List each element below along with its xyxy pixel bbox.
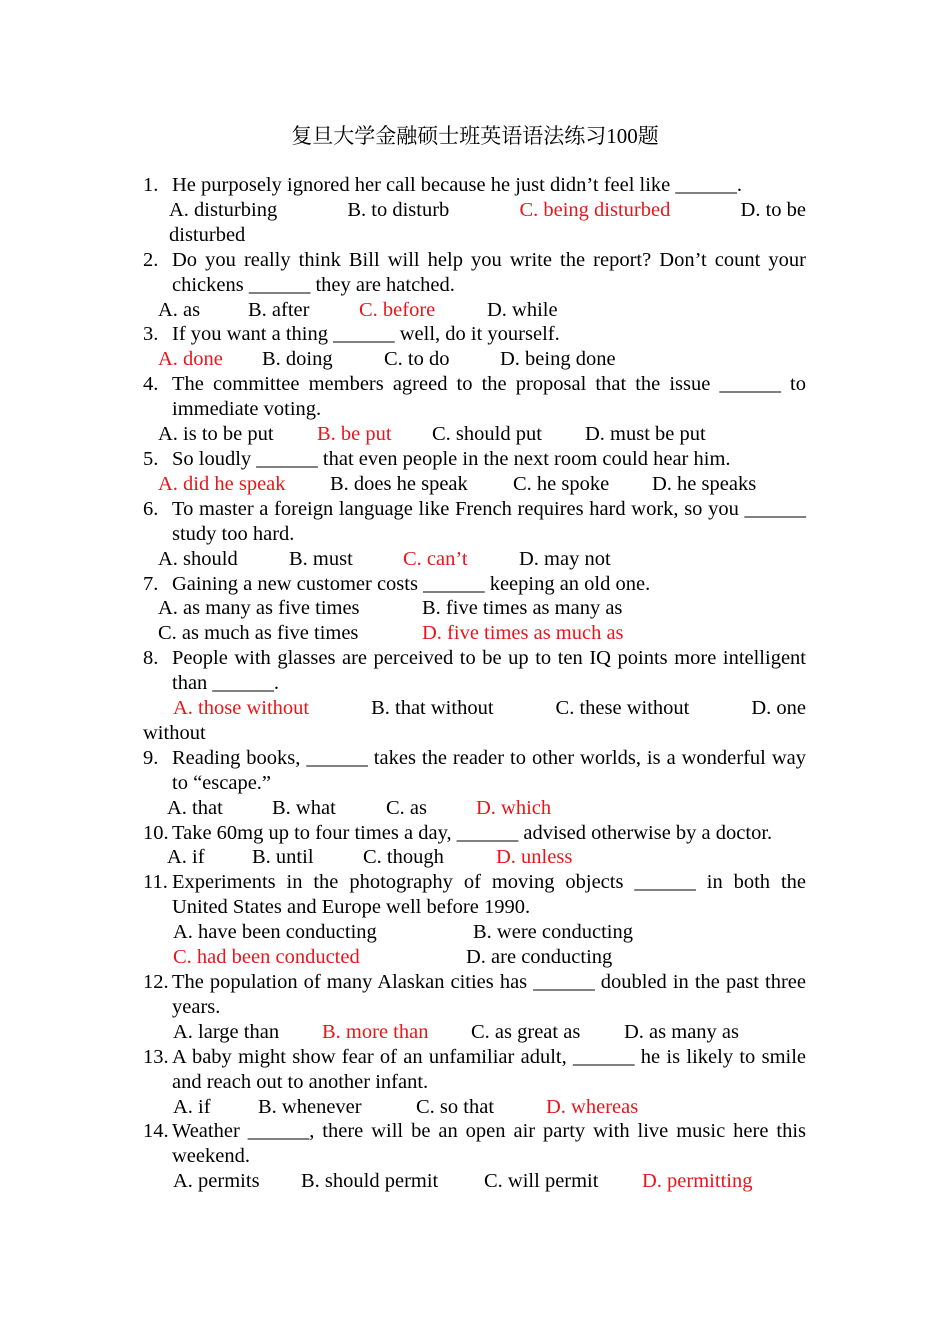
option-a: A. have been conducting [173, 921, 377, 944]
option-d-answer: D. unless [496, 846, 573, 869]
question-number: 5. [143, 447, 159, 470]
option-c: C. so that [416, 1095, 495, 1118]
option-b: B. five times as many as [422, 597, 623, 620]
options-8 [173, 696, 806, 721]
question-2 [143, 248, 806, 298]
question-number: 7. [143, 572, 159, 595]
option-c: C. as much as five times [158, 622, 359, 645]
option-b-answer: B. be put [317, 423, 392, 446]
options-2 [158, 298, 806, 323]
page-title: 复旦大学金融硕士班英语语法练习100题 [291, 124, 659, 148]
option-d: D. may not [519, 547, 611, 570]
options-11-row2 [173, 945, 806, 970]
option-c: C. these without [555, 697, 690, 720]
option-c-answer: C. before [359, 298, 436, 321]
option-d-wrap: without [143, 721, 206, 744]
question-9 [143, 746, 806, 796]
options-11-row1 [173, 920, 806, 945]
option-c: C. to do [384, 348, 450, 371]
option-c: C. will permit [484, 1170, 599, 1193]
question-3 [143, 322, 806, 347]
question-10 [143, 821, 806, 846]
option-c-answer: C. can’t [403, 547, 468, 570]
question-stem: So loudly ______ that even people in the next room could hear him. [172, 447, 731, 470]
option-c: C. as great as [471, 1020, 581, 1043]
options-14 [173, 1169, 806, 1194]
option-d: D. to be [740, 198, 806, 221]
option-b: B. should permit [301, 1170, 439, 1193]
option-c: C. though [363, 846, 444, 869]
option-c: C. as [386, 796, 427, 819]
question-stem: Do you really think Bill will help you write the report? Don’t count your chickens ______ they are hatched. [172, 248, 806, 296]
option-d: D. must be put [585, 423, 706, 446]
option-d: D. being done [500, 348, 616, 371]
question-stem: A baby might show fear of an unfamiliar adult, ______ he is likely to smile and reach out to another infant. [172, 1045, 806, 1093]
question-1 [143, 173, 806, 198]
option-a: A. as many as five times [158, 597, 360, 620]
option-a-answer: A. those without [173, 697, 310, 720]
option-d-answer: D. five times as much as [422, 622, 624, 645]
option-d: D. are conducting [466, 946, 613, 969]
question-stem: Reading books, ______ takes the reader to other worlds, is a wonderful way to “escape.” [172, 746, 806, 794]
option-a: A. that [167, 796, 223, 819]
question-7 [143, 572, 806, 597]
question-number: 6. [143, 497, 159, 520]
option-a: A. disturbing [169, 198, 278, 221]
option-a: A. large than [173, 1020, 280, 1043]
option-b: B. whenever [258, 1095, 362, 1118]
option-a: A. as [158, 298, 201, 321]
question-4 [143, 372, 806, 422]
option-d-answer: D. permitting [642, 1170, 753, 1193]
option-d: D. he speaks [652, 472, 757, 495]
option-a: A. permits [173, 1170, 260, 1193]
option-b: B. does he speak [330, 472, 468, 495]
option-a: A. should [158, 547, 238, 570]
question-stem: Take 60mg up to four times a day, ______ advised otherwise by a doctor. [172, 821, 773, 844]
option-b: B. must [289, 547, 353, 570]
question-number: 8. [143, 647, 159, 670]
question-number: 10. [143, 821, 169, 844]
question-number: 2. [143, 248, 159, 271]
options-12 [173, 1020, 806, 1045]
option-a: A. if [173, 1095, 211, 1118]
options-3 [158, 347, 806, 372]
question-list [143, 173, 806, 1194]
question-12 [143, 970, 806, 1020]
option-c-answer: C. had been conducted [173, 946, 360, 969]
question-5 [143, 447, 806, 472]
question-number: 13. [143, 1045, 169, 1068]
option-a-answer: A. did he speak [158, 472, 286, 495]
question-stem: If you want a thing ______ well, do it yourself. [172, 323, 560, 346]
question-number: 1. [143, 174, 159, 196]
option-d: D. one [751, 697, 806, 720]
option-a-answer: A. done [158, 348, 223, 371]
option-d: D. while [487, 298, 558, 321]
option-d-answer: D. whereas [546, 1095, 639, 1118]
options-4 [158, 422, 806, 447]
question-number: 3. [143, 323, 159, 346]
options-7-row2 [158, 621, 806, 646]
question-8 [143, 646, 806, 696]
options-5 [158, 472, 806, 497]
options-7-row1 [158, 596, 806, 621]
question-11 [143, 870, 806, 920]
options-6 [158, 547, 806, 572]
question-13 [143, 1045, 806, 1095]
option-d-wrap: disturbed [169, 223, 246, 246]
option-b: B. to disturb [347, 198, 450, 221]
option-b: B. doing [262, 348, 333, 371]
question-number: 4. [143, 373, 159, 396]
question-stem: Weather ______, there will be an open air party with live music here this weekend. [172, 1120, 806, 1168]
option-b-answer: B. more than [322, 1020, 429, 1043]
question-number: 12. [143, 971, 169, 993]
option-d-answer: D. which [476, 796, 552, 819]
question-6 [143, 497, 806, 547]
question-stem: He purposely ignored her call because he just didn’t feel like ______. [172, 174, 743, 196]
option-a: A. is to be put [158, 423, 274, 446]
option-b: B. until [252, 846, 314, 869]
question-stem: The committee members agreed to the proposal that the issue ______ to immediate voting. [172, 373, 806, 421]
option-d: D. as many as [624, 1020, 740, 1043]
option-b: B. what [272, 796, 336, 819]
option-b: B. after [248, 298, 310, 321]
option-a: A. if [167, 846, 205, 869]
question-stem: Experiments in the photography of moving objects ______ in both the United States and Europe well before 1990. [172, 871, 806, 919]
options-10 [167, 845, 806, 870]
question-stem: People with glasses are perceived to be up to ten IQ points more intelligent than ______. [172, 647, 806, 695]
option-b: B. that without [371, 697, 494, 720]
question-number: 14. [143, 1120, 169, 1143]
question-number: 11. [143, 871, 168, 894]
option-c-answer: C. being disturbed [519, 198, 671, 221]
question-14 [143, 1119, 806, 1169]
question-stem: Gaining a new customer costs ______ keeping an old one. [172, 572, 651, 595]
options-1 [169, 198, 806, 223]
question-stem: The population of many Alaskan cities has ______ doubled in the past three years. [172, 971, 806, 1018]
options-9 [167, 796, 806, 821]
option-c: C. he spoke [513, 472, 610, 495]
question-number: 9. [143, 746, 159, 769]
question-stem: To master a foreign language like French requires hard work, so you ______ study too hard. [172, 497, 806, 545]
option-c: C. should put [432, 423, 542, 446]
options-13 [173, 1095, 806, 1120]
option-b: B. were conducting [473, 921, 633, 944]
